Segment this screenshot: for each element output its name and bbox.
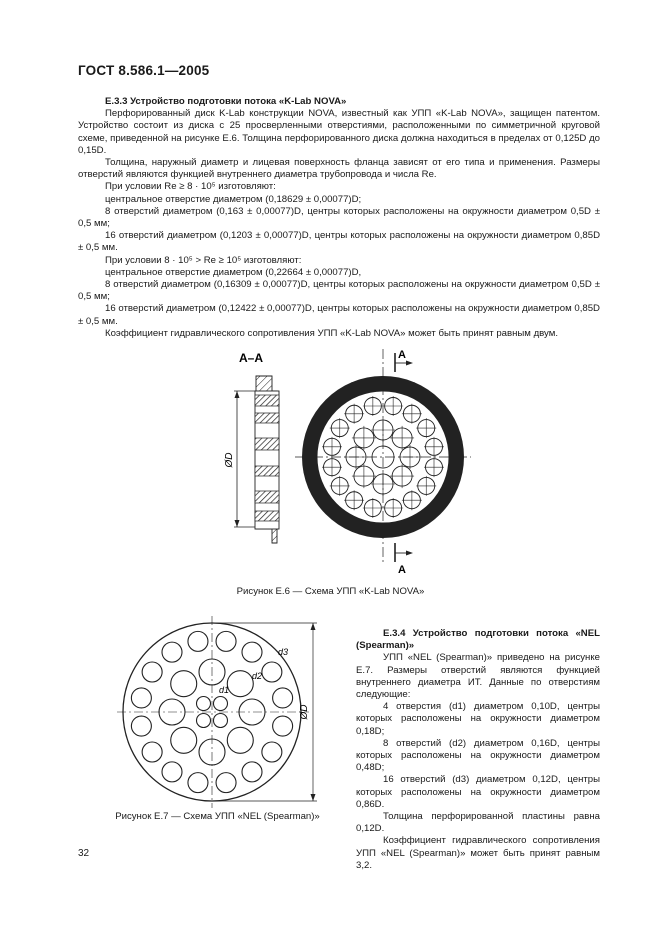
section-e33	[78, 96, 600, 340]
nel-d2-hole	[227, 727, 253, 753]
nel-d3-hole	[242, 762, 262, 782]
condition-1: При условии Re ≥ 8 · 10⁵ изготовляют:	[105, 181, 276, 193]
nel-d1-hole	[197, 697, 211, 711]
condition-1-item-c: 16 отверстий диаметром (0,1203 ± 0,00077)D, центры которых расположены на окружности диаметром 0,85D ± 0,5 мм.	[78, 230, 600, 254]
section-e34-item-1: 4 отверстия (d1) диаметром 0,10D, центры которых расположены на окружности диаметром 0,18D;	[356, 701, 600, 737]
condition-1-item-a: центральное отверстие диаметром (0,18629 ± 0,00077)D;	[105, 193, 362, 205]
nel-d3-hole	[216, 631, 236, 651]
figure-e6-caption: Рисунок Е.6 — Схема УПП «K-Lab NOVA»	[236, 586, 425, 597]
nel-d3-hole	[131, 688, 151, 708]
nel-d3-hole	[273, 688, 293, 708]
section-dimension-label: ØD	[224, 452, 235, 468]
nel-d1-hole	[197, 713, 211, 727]
nel-d1-hole	[213, 713, 227, 727]
nel-d3-hole	[188, 631, 208, 651]
document-header: ГОСТ 8.586.1—2005	[78, 63, 210, 78]
label-d1: d1	[218, 685, 230, 695]
section-e34-item-3: 16 отверстий (d3) диаметром 0,12D, центры которых расположены на окружности диаметром 0,86D.	[356, 774, 600, 810]
nel-d3-hole	[262, 742, 282, 762]
section-e34	[356, 628, 600, 872]
nel-d3-hole	[216, 773, 236, 793]
nel-d2-hole	[171, 727, 197, 753]
nel-d2-hole	[227, 671, 253, 697]
e7-dimension-label: ØD	[299, 704, 310, 720]
section-e33-heading: Е.3.3 Устройство подготовки потока «K-Lab NOVA»	[105, 96, 347, 107]
label-d3: d3	[277, 647, 289, 657]
nel-d3-hole	[162, 642, 182, 662]
figure-e7-caption: Рисунок Е.7 — Схема УПП «NEL (Spearman)»	[115, 811, 320, 822]
condition-2-item-c: 16 отверстий диаметром (0,12422 ± 0,00077)D, центры которых расположены на окружности диаметром 0,85D ± 0,5 мм.	[78, 303, 600, 327]
page-number: 32	[78, 848, 90, 859]
figure-e6-drawing	[215, 343, 490, 578]
nel-d3-hole	[142, 662, 162, 682]
condition-2: При условии 8 · 10⁵ > Re ≥ 10⁵ изготовляют:	[105, 254, 302, 266]
section-e33-coefficient: Коэффициент гидравлического сопротивления УПП «K-Lab NOVA» может быть принят равным двум.	[105, 327, 559, 339]
nel-d3-hole	[188, 773, 208, 793]
section-e34-item-2: 8 отверстий (d2) диаметром 0,16D, центры которых расположены на окружности диаметром 0,48D;	[356, 737, 600, 774]
section-e33-paragraph-2: Толщина, наружный диаметр и лицевая поверхность фланца зависят от его типа и применения. Размеры отверстий являются функцией внутреннего диаметра трубопровода и числа Re.	[78, 157, 600, 181]
section-e34-heading: Е.3.4 Устройство подготовки потока «NEL (Spearman)»	[356, 628, 600, 652]
section-arrow-label-bottom: А	[398, 564, 406, 576]
condition-1-item-b: 8 отверстий диаметром (0,163 ± 0,00077)D, центры которых расположены на окружности диаметром 0,5D ± 0,5 мм;	[78, 205, 600, 230]
condition-2-item-b: 8 отверстий диаметром (0,16309 ± 0,00077)D, центры которых расположены на окружности диаметром 0,5D ± 0,5 мм;	[78, 279, 600, 303]
nel-d3-hole	[262, 662, 282, 682]
condition-2-item-a: центральное отверстие диаметром (0,22664 ± 0,00077)D,	[105, 266, 362, 278]
nel-d3-hole	[273, 716, 293, 736]
figure-e7-drawing	[95, 612, 325, 812]
section-view-label: А–А	[238, 351, 264, 365]
nel-d3-hole	[131, 716, 151, 736]
nel-d1-hole	[213, 697, 227, 711]
section-e34-paragraph-1: УПП «NEL (Spearman)» приведено на рисунке Е.7. Размеры отверстий являются функцией внутреннего диаметра ИТ. Данные по отверстиям следующие:	[356, 652, 600, 701]
nel-d2-hole	[171, 671, 197, 697]
nel-d3-hole	[142, 742, 162, 762]
section-e33-paragraph-1: Перфорированный диск K-Lab конструкции NOVA, известный как УПП «K-Lab NOVA», защищен патентом. Устройство состоит из диска с 25 просверленными отверстиями, расположенными по симметричной круговой схеме, приведенной на рисунке Е.6. Толщина перфорированного диска должна находиться в пределах от 0,125D до 0,15D.	[78, 108, 600, 156]
nel-d3-hole	[162, 762, 182, 782]
section-e34-paragraph-3: Коэффициент гидравлического сопротивления УПП «NEL (Spearman)» может быть принят равным 3,2.	[356, 835, 600, 871]
nel-d3-hole	[242, 642, 262, 662]
label-d2: d2	[251, 671, 263, 681]
section-e34-paragraph-2: Толщина перфорированной пластины равна 0,12D.	[356, 811, 600, 835]
section-arrow-label-top: А	[398, 349, 406, 361]
